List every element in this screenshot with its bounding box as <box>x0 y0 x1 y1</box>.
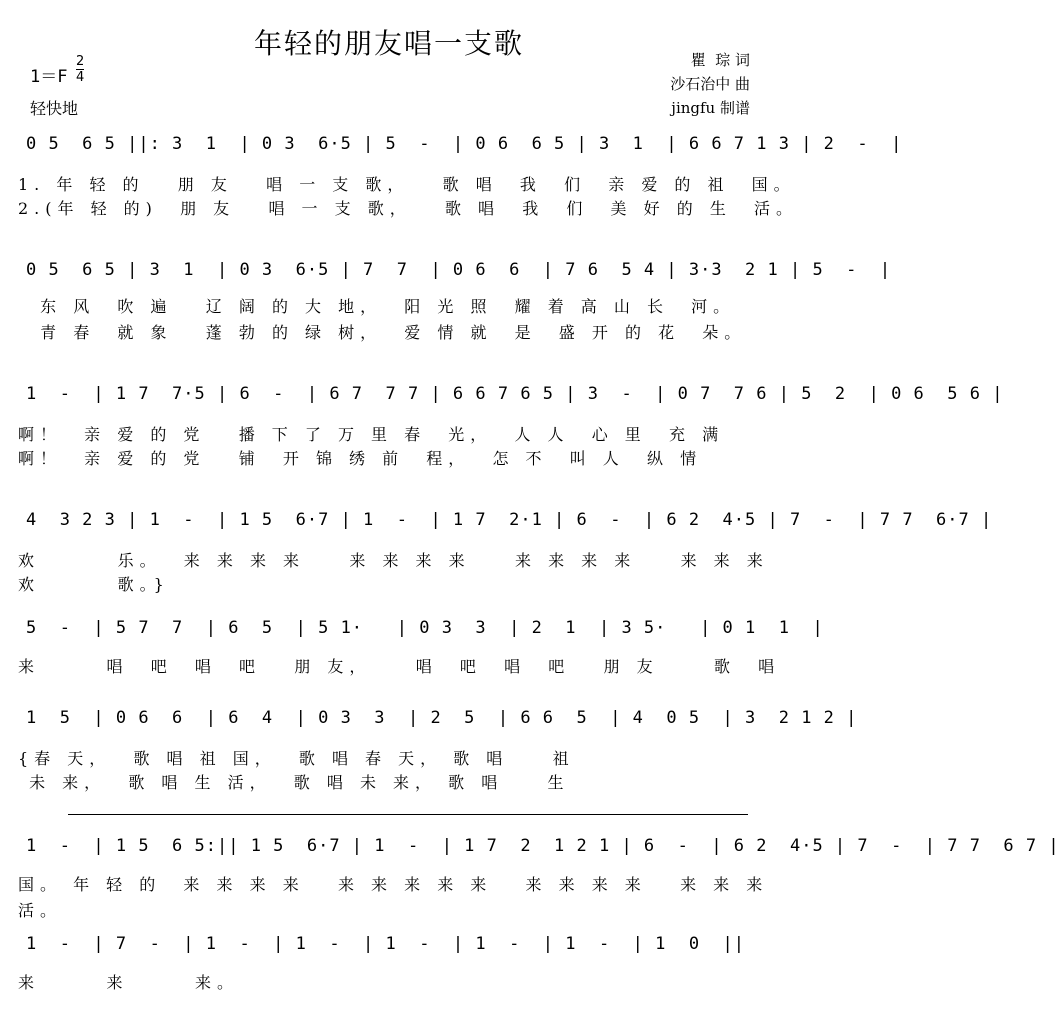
lyric-line: 活。 <box>18 901 63 920</box>
notation-line: 1 5 | 0 6 6 | 6 4 | 0 3 3 | 2 5 | 6 6 5 | 4 0 5 | 3 2 1 2 | <box>26 708 858 728</box>
notation-line: 0 5 6 5 | 3 1 | 0 3 6·5 | 7 7 | 0 6 6 | 7 6 5 4 | 3·3 2 1 | 5 - | <box>26 260 892 280</box>
lyric-line: 2.(年 轻 的) 朋 友 唱 一 支 歌， 歌 唱 我 们 美 好 的 生 活。 <box>18 199 798 218</box>
tempo-marking: 轻快地 <box>30 99 79 118</box>
lyric-line: 啊！ 亲 爱 的 党 铺 开 锦 绣 前 程， 怎 不 叫 人 纵 情 <box>18 449 703 468</box>
lyric-line: 国。 年 轻 的 来 来 来 来 来 来 来 来 来 来 来 来 来 来 来 来 <box>18 875 769 894</box>
lyric-line: 东 风 吹 遍 辽 阔 的 大 地， 阳 光 照 耀 着 高 山 长 河。 <box>18 297 736 316</box>
notation-line: 5 - | 5 7 7 | 6 5 | 5 1· | 0 3 3 | 2 1 | 3 5· | 0 1 1 | <box>26 618 824 638</box>
composer: 沙石治中 曲 <box>670 75 750 93</box>
volta-bracket-line <box>68 814 748 815</box>
notation-line: 1 - | 1 5 6 5:|| 1 5 6·7 | 1 - | 1 7 2 1 2 1 | 6 - | 6 2 4·5 | 7 - | 7 7 6 7 | <box>26 836 1060 856</box>
lyric-line: 青 春 就 象 蓬 勃 的 绿 树， 爱 情 就 是 盛 开 的 花 朵。 <box>18 323 747 342</box>
score-title: 年轻的朋友唱一支歌 <box>253 27 524 60</box>
lyric-line: {春 天， 歌 唱 祖 国， 歌 唱 春 天， 歌 唱 祖 <box>18 749 575 768</box>
notation-line: 1 - | 1 7 7·5 | 6 - | 6 7 7 7 | 6 6 7 6 5 | 3 - | 0 7 7 6 | 5 2 | 0 6 5 6 | <box>26 384 1004 404</box>
credits <box>670 48 750 120</box>
lyric-line: 1. 年 轻 的 朋 友 唱 一 支 歌， 歌 唱 我 们 亲 爱 的 祖 国。 <box>18 175 796 194</box>
lyric-line: 来 来 来。 <box>18 973 240 992</box>
time-signature-top: 2 <box>76 54 85 69</box>
lyric-line: 来 唱 吧 唱 吧 朋 友， 唱 吧 唱 吧 朋 友 歌 唱 <box>18 657 781 676</box>
lyricist: 瞿 琮 词 <box>690 51 750 69</box>
notation-line: 4 3 2 3 | 1 - | 1 5 6·7 | 1 - | 1 7 2·1 | 6 - | 6 2 4·5 | 7 - | 7 7 6·7 | <box>26 510 993 530</box>
notation-line: 1 - | 7 - | 1 - | 1 - | 1 - | 1 - | 1 - | 1 0 || <box>26 934 746 954</box>
lyric-line: 未 来， 歌 唱 生 活， 歌 唱 未 来， 歌 唱 生 <box>18 773 570 792</box>
lyric-line: 欢 歌。} <box>18 575 170 594</box>
lyric-line: 欢 乐。 来 来 来 来 来 来 来 来 来 来 来 来 来 来 来 <box>18 551 769 570</box>
notation-line: 0 5 6 5 ||: 3 1 | 0 3 6·5 | 5 - | 0 6 6 5 | 3 1 | 6 6 7 1 3 | 2 - | <box>26 134 903 154</box>
lyric-line: 啊！ 亲 爱 的 党 播 下 了 万 里 春 光， 人 人 心 里 充 满 <box>18 425 725 444</box>
time-signature-bottom: 4 <box>76 70 85 85</box>
key-signature: 1＝F <box>30 67 68 87</box>
transcriber: jingfu 制谱 <box>671 99 750 117</box>
time-signature <box>76 54 84 85</box>
